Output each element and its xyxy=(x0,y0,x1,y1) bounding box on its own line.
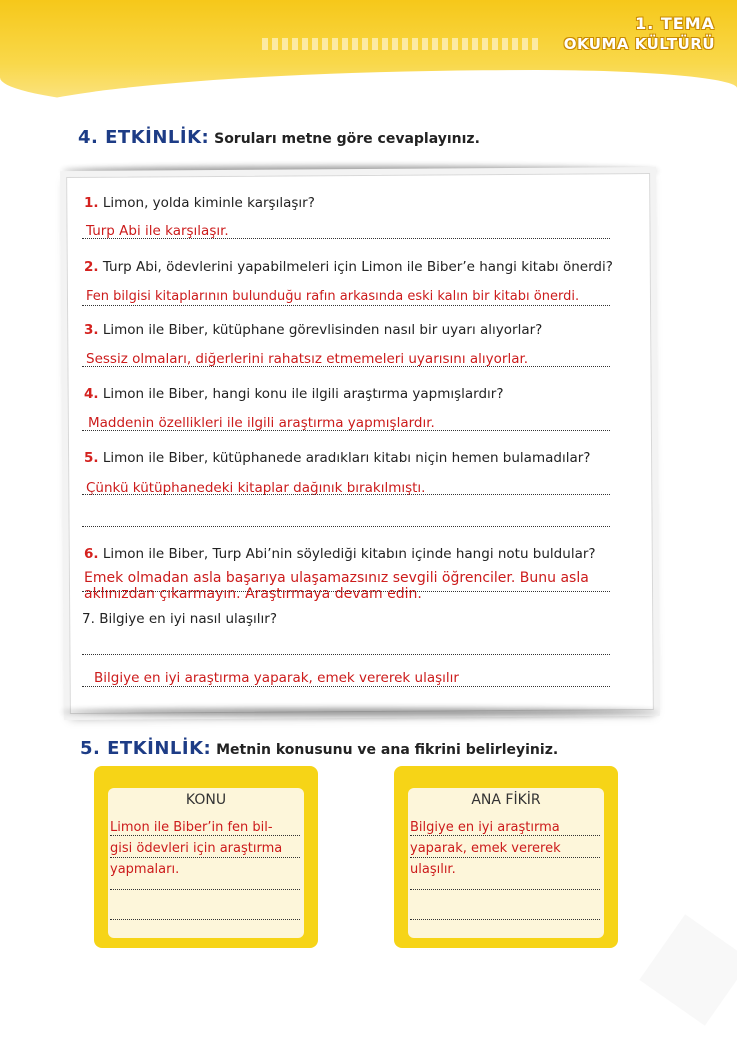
answer-line xyxy=(110,919,300,920)
question-text: Bilgiye en iyi nasıl ulaşılır? xyxy=(99,611,278,627)
question-number: 2. xyxy=(84,259,99,275)
question-text: Limon ile Biber, hangi konu ile ilgili araştırma yapmışlardır? xyxy=(102,386,504,402)
konu-line-3: yapmaları. xyxy=(110,862,180,877)
question-number: 1. xyxy=(84,195,99,211)
konu-line-1: Limon ile Biber’in fen bil- xyxy=(110,820,273,835)
question-5 xyxy=(84,450,590,466)
question-text: Limon ile Biber, Turp Abi’nin söylediği kitabın içinde hangi notu buldular? xyxy=(102,546,596,562)
konu-line-2: gisi ödevleri için araştırma xyxy=(110,841,283,856)
ana-fikir-box-inner xyxy=(408,788,604,938)
answer-2: Fen bilgisi kitaplarının bulunduğu rafın arkasında eski kalın bir kitabı önerdi. xyxy=(86,289,580,304)
ana-fikir-line-2: yaparak, emek vererek xyxy=(410,841,561,856)
question-6 xyxy=(84,546,596,562)
answer-line xyxy=(82,494,610,495)
answer-line xyxy=(410,919,600,920)
question-number: 4. xyxy=(84,386,99,402)
answer-line xyxy=(82,591,610,592)
activity-5-tag: 5. ETKİNLİK: xyxy=(80,738,212,759)
question-text: Limon ile Biber, kütüphane görevlisinden nasıl bir uyarı alıyorlar? xyxy=(102,322,543,338)
question-text: Limon, yolda kiminle karşılaşır? xyxy=(102,195,315,211)
answer-line xyxy=(82,526,610,527)
answer-line xyxy=(110,889,300,890)
activity-5-instruction: Metnin konusunu ve ana fikrini belirleyiniz. xyxy=(216,742,559,758)
answer-line xyxy=(82,430,610,431)
answer-line xyxy=(110,835,300,836)
question-2 xyxy=(84,259,613,275)
question-paper xyxy=(66,173,654,714)
activity-4-tag: 4. ETKİNLİK: xyxy=(78,127,210,148)
answer-line xyxy=(82,305,610,306)
header-decoration xyxy=(262,38,542,50)
answer-7: Bilgiye en iyi araştırma yaparak, emek vererek ulaşılır xyxy=(94,670,459,686)
activity-4-heading xyxy=(78,127,480,148)
ana-fikir-line-3: ulaşılır. xyxy=(410,862,456,877)
activity-4-instruction: Soruları metne göre cevaplayınız. xyxy=(214,131,480,147)
answer-line xyxy=(410,857,600,858)
ana-fikir-title: ANA FİKİR xyxy=(471,792,541,808)
question-1 xyxy=(84,195,315,211)
question-number: 6. xyxy=(84,546,99,562)
answer-line xyxy=(82,654,610,655)
question-number: 5. xyxy=(84,450,99,466)
question-number: 7. xyxy=(82,611,95,627)
paper-shadow-bottom xyxy=(62,708,658,716)
theme-number: 1. TEMA xyxy=(635,14,715,33)
answer-line xyxy=(410,835,600,836)
answer-1: Turp Abi ile karşılaşır. xyxy=(86,223,229,239)
theme-title xyxy=(564,14,715,54)
activity-5-heading xyxy=(80,738,558,759)
question-text: Turp Abi, ödevlerini yapabilmeleri için Limon ile Biber’e hangi kitabı önerdi? xyxy=(102,259,613,275)
answer-6: Emek olmadan asla başarıya ulaşamazsınız sevgili öğrenciler. Bunu asla aklınızdan çıkarmayın. Araştırmaya devam edin. xyxy=(84,570,589,602)
answer-line xyxy=(410,889,600,890)
theme-name: OKUMA KÜLTÜRÜ xyxy=(563,35,715,53)
ana-fikir-line-1: Bilgiye en iyi araştırma xyxy=(410,820,560,835)
corner-decoration xyxy=(639,914,737,1025)
question-3 xyxy=(84,322,542,338)
question-number: 3. xyxy=(84,322,99,338)
konu-box-inner xyxy=(108,788,304,938)
ana-fikir-box xyxy=(394,766,618,948)
question-4 xyxy=(84,386,504,402)
konu-box xyxy=(94,766,318,948)
question-7 xyxy=(82,611,277,627)
answer-3: Sessiz olmaları, diğerlerini rahatsız etmemeleri uyarısını alıyorlar. xyxy=(86,351,529,367)
answer-line xyxy=(110,857,300,858)
konu-title: KONU xyxy=(185,792,227,808)
answer-5: Çünkü kütüphanedeki kitaplar dağınık bırakılmıştı. xyxy=(86,480,426,496)
answer-line xyxy=(82,366,610,367)
question-text: Limon ile Biber, kütüphanede aradıkları kitabı niçin hemen bulamadılar? xyxy=(102,450,591,466)
answer-line xyxy=(82,238,610,239)
answer-line xyxy=(82,686,610,687)
answer-4: Maddenin özellikleri ile ilgili araştırma yapmışlardır. xyxy=(88,415,435,431)
